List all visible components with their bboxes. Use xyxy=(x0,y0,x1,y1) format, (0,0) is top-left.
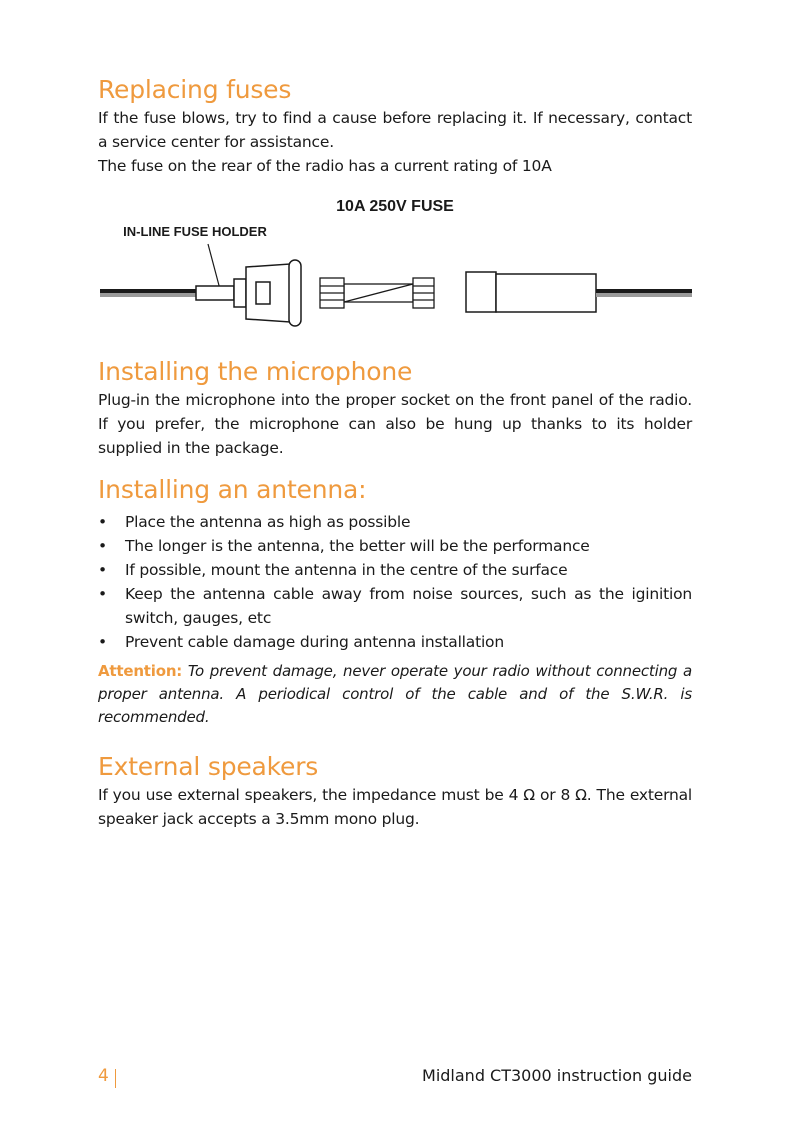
heading-external-speakers: External speakers xyxy=(98,752,319,781)
list-item-text: Place the antenna as high as possible xyxy=(125,513,411,531)
list-item xyxy=(98,582,692,630)
fuse-holder-right xyxy=(466,272,596,312)
right-cable xyxy=(596,289,692,297)
list-item-text: Keep the antenna cable away from noise sources, such as the iginition switch, gauges, etc xyxy=(125,585,692,627)
fuse-label: 10A 250V FUSE xyxy=(336,198,454,215)
section-installing-antenna xyxy=(98,474,692,729)
attention-note xyxy=(98,660,692,729)
left-cable xyxy=(100,289,196,297)
page-number: 4 xyxy=(98,1066,109,1086)
list-item xyxy=(98,510,692,534)
microphone-paragraph: Plug-in the microphone into the proper socket on the front panel of the radio. If you prefer, the microphone can also be hung up thanks to its holder supplied in the package. xyxy=(98,391,692,457)
page-footer xyxy=(98,1066,692,1090)
bullet-icon: • xyxy=(98,537,107,555)
footer-divider xyxy=(115,1069,116,1088)
fuses-paragraph-2: The fuse on the rear of the radio has a current rating of 10A xyxy=(98,157,552,175)
heading-installing-antenna: Installing an antenna: xyxy=(98,475,367,504)
guide-title: Midland CT3000 instruction guide xyxy=(422,1066,692,1085)
attention-text: To prevent damage, never operate your radio without connecting a proper antenna. A periodical control of the cable and of the S.W.R. is recommended. xyxy=(98,662,692,726)
page-content xyxy=(98,70,692,831)
bullet-icon: • xyxy=(98,633,107,651)
heading-replacing-fuses: Replacing fuses xyxy=(98,75,292,104)
section-replacing-fuses xyxy=(98,74,692,178)
fuse-holder-left xyxy=(196,260,301,326)
list-item-text: If possible, mount the antenna in the centre of the surface xyxy=(125,561,568,579)
section-installing-microphone xyxy=(98,356,692,460)
speakers-paragraph: If you use external speakers, the impedance must be 4 Ω or 8 Ω. The external speaker jack accepts a 3.5mm mono plug. xyxy=(98,786,692,828)
fuse-holder-illustration xyxy=(0,178,791,346)
heading-installing-microphone: Installing the microphone xyxy=(98,357,413,386)
list-item xyxy=(98,558,692,582)
list-item xyxy=(98,534,692,558)
list-item xyxy=(98,630,692,654)
bullet-icon: • xyxy=(98,513,107,531)
antenna-list xyxy=(98,510,692,654)
list-item-text: The longer is the antenna, the better will be the performance xyxy=(125,537,590,555)
fuse-diagram xyxy=(0,178,791,346)
bullet-icon: • xyxy=(98,585,107,603)
section-external-speakers xyxy=(98,751,692,831)
holder-label: IN-LINE FUSE HOLDER xyxy=(123,224,267,239)
list-item-text: Prevent cable damage during antenna installation xyxy=(125,633,504,651)
fuses-paragraph-1: If the fuse blows, try to find a cause before replacing it. If necessary, contact a service center for assistance. xyxy=(98,109,692,151)
glass-fuse xyxy=(320,278,434,308)
bullet-icon: • xyxy=(98,561,107,579)
attention-label: Attention: xyxy=(98,662,183,680)
